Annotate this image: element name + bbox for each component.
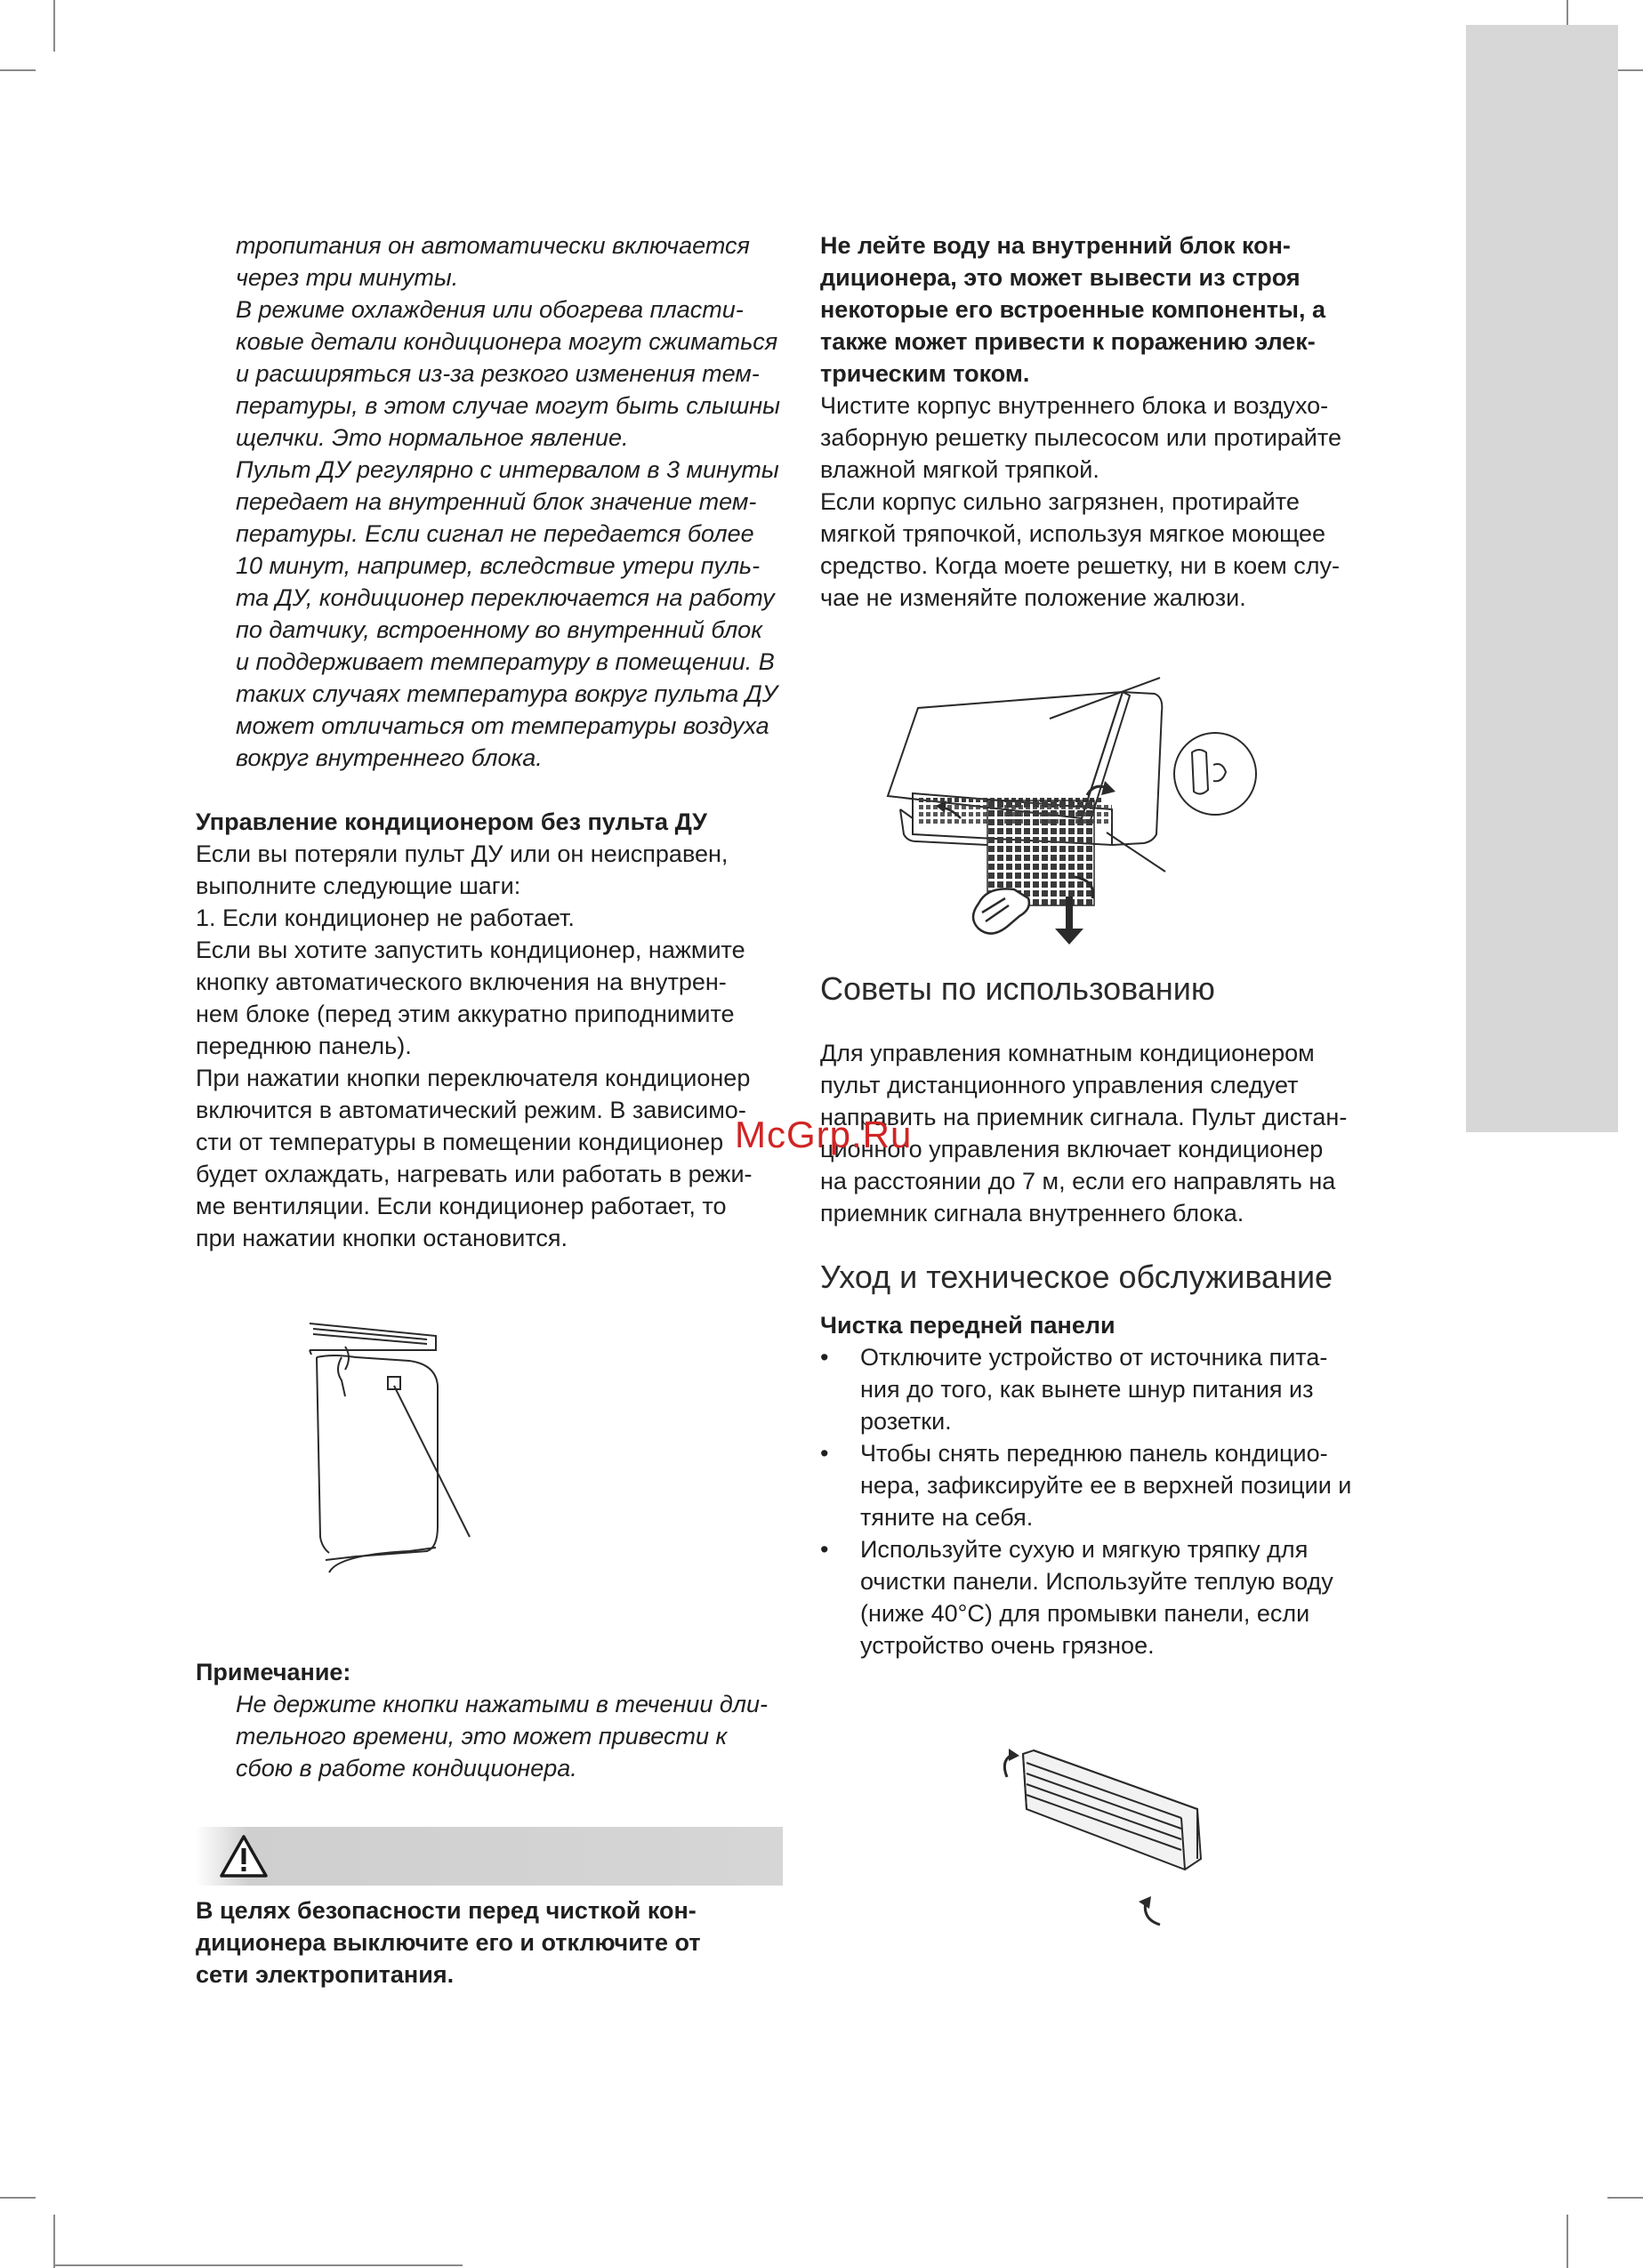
text-line: В режиме охлаждения или обогрева пласти-	[236, 296, 744, 323]
text-line: трическим током.	[820, 360, 1030, 387]
warning-bar	[196, 1827, 783, 1886]
front-panel-title: Чистка передней панели	[820, 1312, 1115, 1339]
text-line: 1. Если кондиционер не работает.	[196, 905, 575, 931]
text-line: очистки панели. Используйте теплую воду	[860, 1568, 1333, 1595]
text-line: Не держите кнопки нажатыми в течении дли-	[236, 1691, 768, 1717]
text-line: приемник сигнала внутреннего блока.	[820, 1200, 1244, 1226]
text-line: чае не изменяйте положение жалюзи.	[820, 584, 1246, 611]
text-line: сети электропитания.	[196, 1961, 455, 1988]
cleaning-steps	[820, 1341, 1407, 1661]
text-line: включится в автоматический режим. В зависимо-	[196, 1097, 746, 1123]
crop-mark	[0, 2197, 36, 2199]
note-text	[196, 1688, 783, 1784]
list-item	[820, 1437, 1407, 1533]
text-line: и расширяться из-за резкого изменения тем-	[236, 360, 760, 387]
text-line: кнопку автоматического включения на внутрен-	[196, 969, 727, 995]
text-line: Для управления комнатным кондиционером	[820, 1040, 1315, 1066]
text-line: При нажатии кнопки переключателя кондиционер	[196, 1065, 751, 1091]
text-line: тропитания он автоматически включается	[236, 232, 750, 259]
text-line: через три минуты.	[236, 264, 459, 291]
cleaning-text	[820, 390, 1407, 614]
text-line: может отличаться от температуры воздуха	[236, 712, 769, 739]
text-line: таких случаях температура вокруг пульта ДУ	[236, 680, 778, 707]
text-line: переднюю панель).	[196, 1033, 412, 1059]
text-line: • Чтобы снять переднюю панель кондицио-	[860, 1440, 1328, 1467]
intro-text	[196, 229, 783, 774]
text-line: нера, зафиксируйте ее в верхней позиции и	[860, 1472, 1352, 1499]
crop-mark	[1566, 2215, 1568, 2268]
text-line: при нажатии кнопки остановится.	[196, 1225, 568, 1251]
text-line: нем блоке (перед этим аккуратно приподнимите	[196, 1001, 735, 1027]
text-line: средство. Когда моете решетку, ни в коем слу-	[820, 552, 1340, 579]
filter-cleaning-figure	[854, 676, 1281, 952]
text-line: некоторые его встроенные компоненты, а	[820, 296, 1325, 323]
text-line: сти от температуры в помещении кондиционер	[196, 1129, 724, 1155]
text-line: • Отключите устройство от источника пита-	[860, 1344, 1328, 1371]
watermark: McGrp.Ru	[735, 1114, 913, 1155]
text-line: Если корпус сильно загрязнен, протирайте	[820, 488, 1300, 515]
warning-text	[196, 1894, 783, 1991]
section-title: Управление кондиционером без пульта ДУ	[196, 808, 707, 835]
text-line: ния до того, как вынете шнур питания из	[860, 1376, 1314, 1403]
text-line: диционера выключите его и отключите от	[196, 1929, 701, 1956]
bottom-rule	[53, 2264, 463, 2266]
text-line: Не лейте воду на внутренний блок кон-	[820, 232, 1291, 259]
text-line: Чистите корпус внутреннего блока и воздухо-	[820, 392, 1329, 419]
text-line: ковые детали кондиционера могут сжиматься	[236, 328, 778, 355]
text-line: Пульт ДУ регулярно с интервалом в 3 минуты	[236, 456, 779, 483]
text-line: Если вы потеряли пульт ДУ или он неисправен,	[196, 840, 729, 867]
indoor-unit-figure	[987, 1741, 1219, 1937]
crop-mark	[53, 2215, 55, 2268]
side-tab	[1466, 25, 1618, 1132]
text-line: пературы, в этом случае могут быть слышны	[236, 392, 781, 419]
text-line: передает на внутренний блок значение тем-	[236, 488, 757, 515]
section-text	[196, 838, 783, 1254]
text-line: (ниже 40°C) для промывки панели, если	[860, 1600, 1310, 1627]
text-line: • Используйте сухую и мягкую тряпку для	[860, 1536, 1309, 1563]
text-line: заборную решетку пылесосом или протирайте	[820, 424, 1341, 451]
text-line: устройство очень грязное.	[860, 1632, 1155, 1659]
text-line: на расстоянии до 7 м, если его направлять на	[820, 1168, 1336, 1194]
crop-mark	[1607, 2197, 1643, 2199]
text-line: влажной мягкой тряпкой.	[820, 456, 1099, 483]
crop-mark	[53, 0, 55, 52]
text-line: будет охлаждать, нагревать или работать в режи-	[196, 1161, 753, 1187]
left-column	[196, 229, 783, 1991]
text-line: В целях безопасности перед чисткой кон-	[196, 1897, 697, 1924]
text-line: та ДУ, кондиционер переключается на работу	[236, 584, 775, 611]
text-line: тяните на себя.	[860, 1504, 1034, 1531]
tips-heading: Советы по использованию	[820, 970, 1215, 1007]
list-item	[820, 1341, 1407, 1437]
text-line: диционера, это может вывести из строя	[820, 264, 1301, 291]
text-line: выполните следующие шаги:	[196, 873, 521, 899]
text-line: также может привести к поражению элек-	[820, 328, 1316, 355]
text-line: по датчику, встроенному во внутренний блок	[236, 616, 762, 643]
text-line: 10 минут, например, вследствие утери пуль-	[236, 552, 761, 579]
warning-triangle-icon	[219, 1834, 269, 1878]
text-line: мягкой тряпочкой, используя мягкое моющее	[820, 520, 1326, 547]
water-warning	[820, 229, 1407, 390]
front-panel-figure	[302, 1315, 498, 1581]
text-line: пературы. Если сигнал не передается более	[236, 520, 754, 547]
text-line: Если вы хотите запустить кондиционер, нажмите	[196, 937, 745, 963]
crop-mark	[0, 69, 36, 71]
text-line: сбою в работе кондиционера.	[236, 1755, 577, 1781]
text-line: щелчки. Это нормальное явление.	[236, 424, 629, 451]
text-line: ме вентиляции. Если кондиционер работает, то	[196, 1193, 727, 1219]
text-line: тельного времени, это может привести к	[236, 1723, 728, 1749]
list-item	[820, 1533, 1407, 1661]
text-line: розетки.	[860, 1408, 952, 1435]
text-line: направить на приемник сигнала. Пульт дистан-	[820, 1104, 1348, 1130]
text-line: ционного управления включает кондиционер	[820, 1136, 1324, 1162]
care-heading: Уход и техническое обслуживание	[820, 1259, 1333, 1295]
text-line: и поддерживает температуру в помещении. В	[236, 648, 775, 675]
note-title: Примечание:	[196, 1659, 351, 1685]
text-line: вокруг внутреннего блока.	[236, 744, 543, 771]
text-line: пульт дистанционного управления следует	[820, 1072, 1299, 1098]
